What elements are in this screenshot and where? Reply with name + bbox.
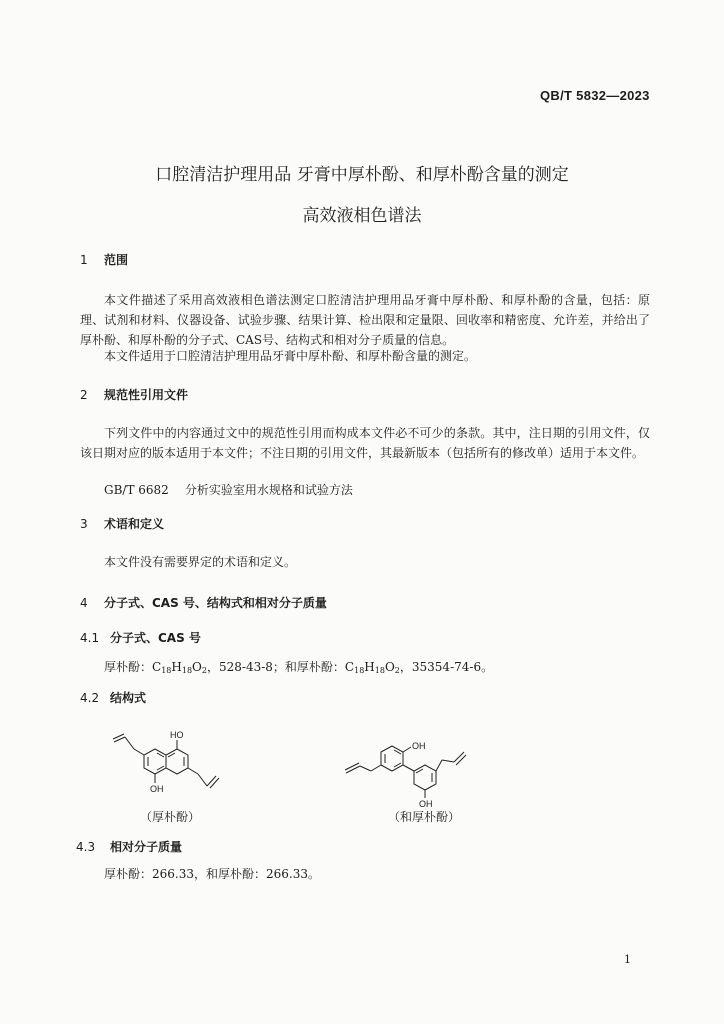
section-title: 结构式 xyxy=(110,691,147,705)
section-number: 4.2 xyxy=(80,691,100,705)
hydroxyl-label: OH xyxy=(412,741,426,751)
magnolol-structure xyxy=(100,728,260,808)
reference-code: GB/T 6682 xyxy=(104,483,169,497)
honokiol-caption: （和厚朴酚） xyxy=(388,810,461,824)
section-3-heading xyxy=(80,515,164,532)
normative-references-paragraph: 下列文件中的内容通过文中的规范性引用而构成本文件必不可少的条款。其中，注日期的引用文件，仅该日期对应的版本适用于本文件；不注日期的引用文件，其最新版本（包括所有的修改单）适用于本文件。 xyxy=(80,426,650,460)
section-title: 分子式、CAS 号、结构式和相对分子质量 xyxy=(104,596,327,610)
section-title: 范围 xyxy=(104,253,129,267)
reference-entry xyxy=(104,480,353,500)
honokiol-structure xyxy=(330,730,510,810)
formula-o: O xyxy=(192,660,202,674)
terms-paragraph: 本文件没有需要界定的术语和定义。 xyxy=(104,555,297,569)
molecular-mass-line: 厚朴酚：266.33，和厚朴酚：266.33。 xyxy=(104,867,320,881)
page-number: 1 xyxy=(624,953,631,966)
document-title: 口腔清洁护理用品 牙膏中厚朴酚、和厚朴酚含量的测定 xyxy=(155,165,569,185)
cas-number: ，35354-74-6。 xyxy=(399,660,494,674)
section-number: 1 xyxy=(80,253,88,267)
section-number: 2 xyxy=(80,388,88,402)
section-title: 相对分子质量 xyxy=(110,840,183,854)
section-2-heading xyxy=(80,386,188,403)
hydroxyl-label: OH xyxy=(150,784,164,794)
document-subtitle: 高效液相色谱法 xyxy=(302,206,422,226)
section-1-heading xyxy=(80,251,128,268)
section-number: 4.1 xyxy=(80,631,100,645)
scope-applicability: 本文件适用于口腔清洁护理用品牙膏中厚朴酚、和厚朴酚含量的测定。 xyxy=(104,349,477,363)
scope-paragraph: 本文件描述了采用高效液相色谱法测定口腔清洁护理用品牙膏中厚朴酚、和厚朴酚的含量，包括：原理、试剂和材料、仪器设备、试验步骤、结果计算、检出限和定量限、回收率和精密度、允许差，并给出了厚朴酚、和厚朴酚的分子式、CAS号、结构式和相对分子质量的信息。 xyxy=(80,293,650,347)
section-4-3-heading xyxy=(76,838,182,855)
magnolol-caption: （厚朴酚） xyxy=(140,810,201,824)
section-4-2-heading xyxy=(80,689,146,706)
formula-h: H xyxy=(171,660,182,674)
formula-c-sub: 18 xyxy=(354,666,365,675)
formula-line xyxy=(104,657,493,681)
formula-o-sub: 2 xyxy=(201,666,207,675)
section-4-1-heading xyxy=(80,629,201,646)
compound-name: 厚朴酚： xyxy=(104,660,153,674)
hydroxyl-label: HO xyxy=(170,730,184,740)
section-number: 4 xyxy=(80,596,88,610)
formula-o: O xyxy=(384,660,395,674)
formula-h-sub: 18 xyxy=(181,666,193,675)
hydroxyl-label: OH xyxy=(419,799,433,809)
reference-title: 分析实验室用水规格和试验方法 xyxy=(184,483,353,497)
formula-c: C xyxy=(152,660,162,674)
section-title: 术语和定义 xyxy=(104,517,165,531)
section-title: 规范性引用文件 xyxy=(104,388,189,402)
section-number: 3 xyxy=(80,517,88,531)
formula-c-sub: 18 xyxy=(161,666,172,675)
formula-c: C xyxy=(344,660,355,674)
formula-h-sub: 18 xyxy=(374,666,385,675)
formula-o-sub: 2 xyxy=(394,666,400,675)
section-number: 4.3 xyxy=(76,840,96,854)
cas-number: ，528-43-8； xyxy=(206,660,285,674)
compound-name: 和厚朴酚： xyxy=(284,660,345,674)
formula-h: H xyxy=(364,660,375,674)
standard-number: QB/T 5832—2023 xyxy=(540,88,650,103)
section-title: 分子式、CAS 号 xyxy=(110,631,201,645)
section-4-heading xyxy=(80,594,327,611)
